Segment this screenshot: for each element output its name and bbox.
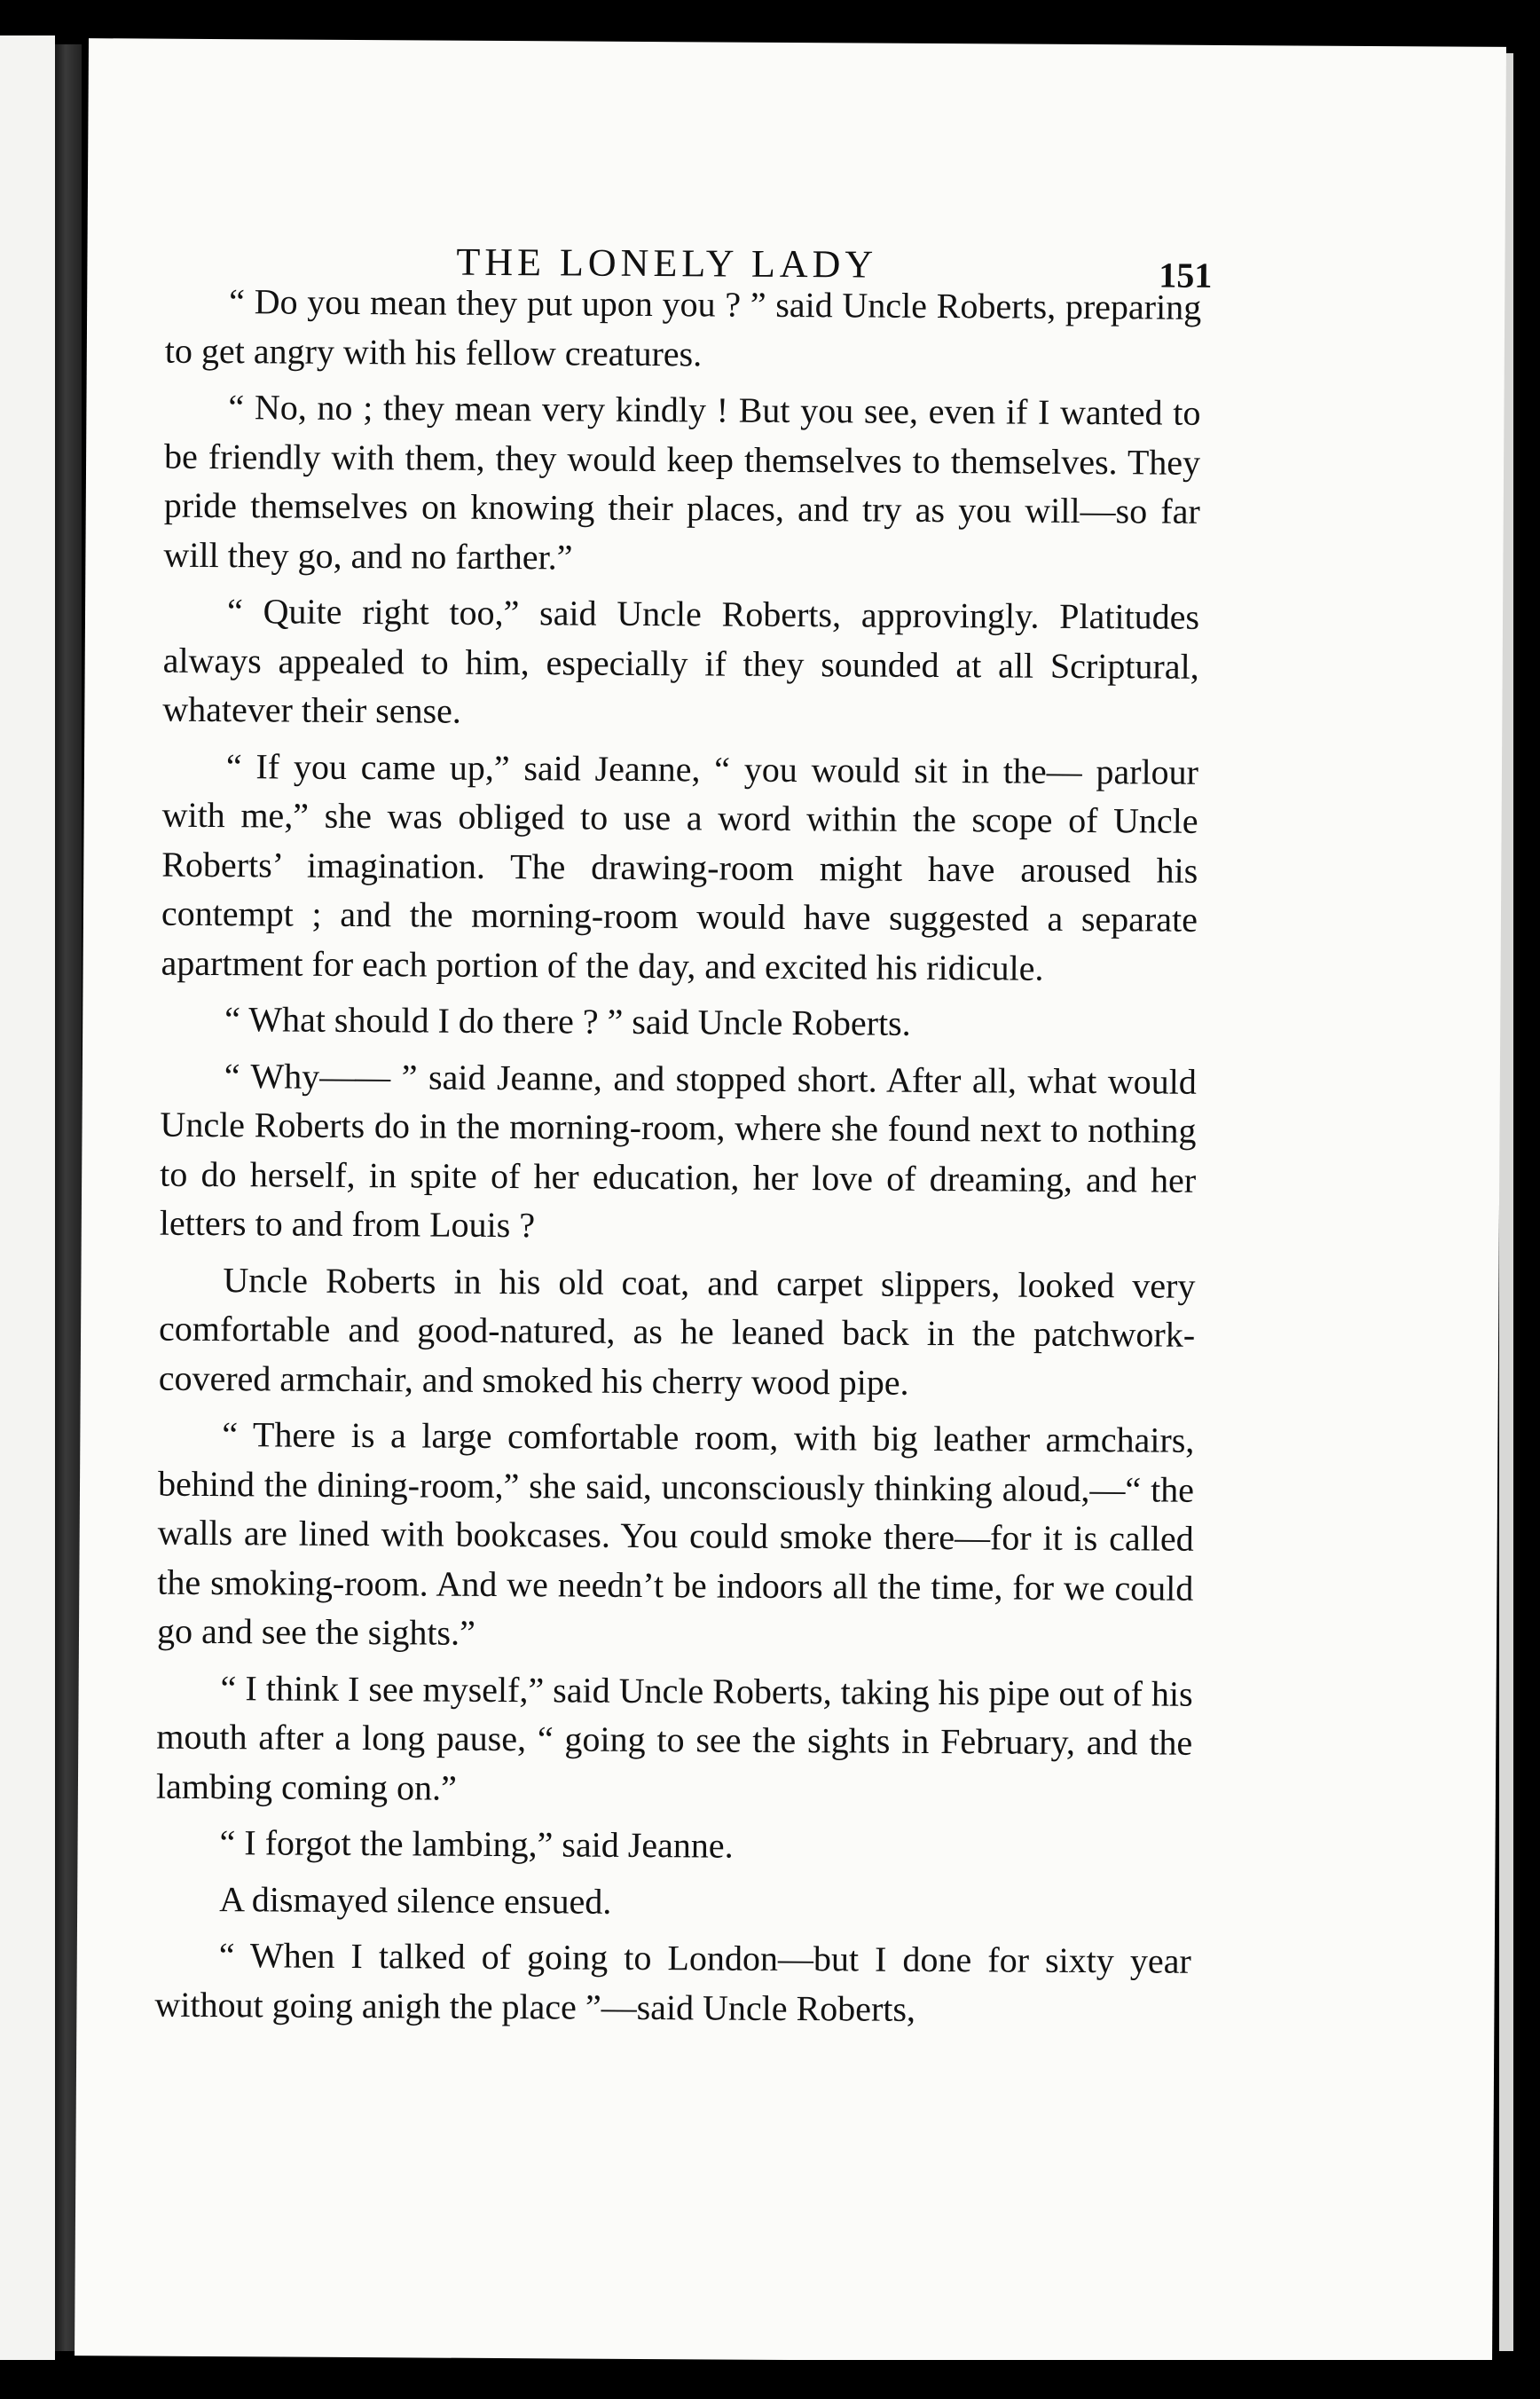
paragraph: “ I forgot the lambing,” said Jeanne.	[219, 1822, 734, 1866]
paragraph: “ If you came up,” said Jeanne, “ you would sit in the— parlour with me,” she was obliged to use a word within the scope of Uncle Roberts’ imagination. The drawing-room might have aroused his contempt ; and the morning-room would have suggested a separate apartment for each portion of the day, and excited his ridicule.	[161, 745, 1199, 988]
book-page	[75, 38, 1506, 2364]
paragraph: Uncle Roberts in his old coat, and carpet slippers, looked very comfortable and good-natured, as he leaned back in the patchwork-covered armchair, and smoked his cherry wood pipe.	[158, 1259, 1196, 1403]
facing-page-edge	[0, 35, 55, 2360]
body-text	[154, 277, 1201, 2035]
paragraph: “ Why—— ” said Jeanne, and stopped short. After all, what would Uncle Roberts do in the morning-room, where she found next to nothing to do herself, in spite of her education, her love of dreaming, and her letters to and from Louis ?	[159, 1055, 1197, 1246]
paragraph: “ I think I see myself,” said Uncle Roberts, taking his pipe out of his mouth after a long pause, “ going to see the sights in February, and the lambing coming on.”	[155, 1667, 1193, 1808]
paragraph: “ Do you mean they put upon you ? ” said Uncle Roberts, preparing to get angry with his fellow creatures.	[164, 281, 1202, 374]
paragraph: A dismayed silence ensued.	[219, 1878, 612, 1922]
scan-bottom-shadow	[0, 2360, 1540, 2399]
paragraph: “ There is a large comfortable room, with big leather armchairs, behind the dining-room,” she said, unconsciously thinking aloud,—“ the walls are lined with bookcases. You could smoke there—for it is called the smoking-room. And we needn’t be indoors all the time, for we could go and see the sights.”	[156, 1414, 1195, 1653]
page-number: 151	[1159, 255, 1213, 295]
paragraph: “ When I talked of going to London—but I done for sixty year without going anigh the place ”—said Uncle Roberts,	[154, 1935, 1191, 2029]
paragraph: “ Quite right too,” said Uncle Roberts, approvingly. Platitudes always appealed to him, especially if they sounded at all Scriptural, whatever their sense.	[162, 591, 1200, 731]
paragraph: “ No, no ; they mean very kindly ! But you see, even if I wanted to be friendly with them, they would keep themselves to themselves. They pride themselves on knowing their places, and try as you will—so far will they go, and no farther.”	[163, 387, 1201, 577]
running-head: THE LONELY LADY	[456, 240, 878, 287]
paragraph: “ What should I do there ? ” said Uncle Roberts.	[224, 999, 911, 1043]
page-header	[87, 187, 1505, 295]
